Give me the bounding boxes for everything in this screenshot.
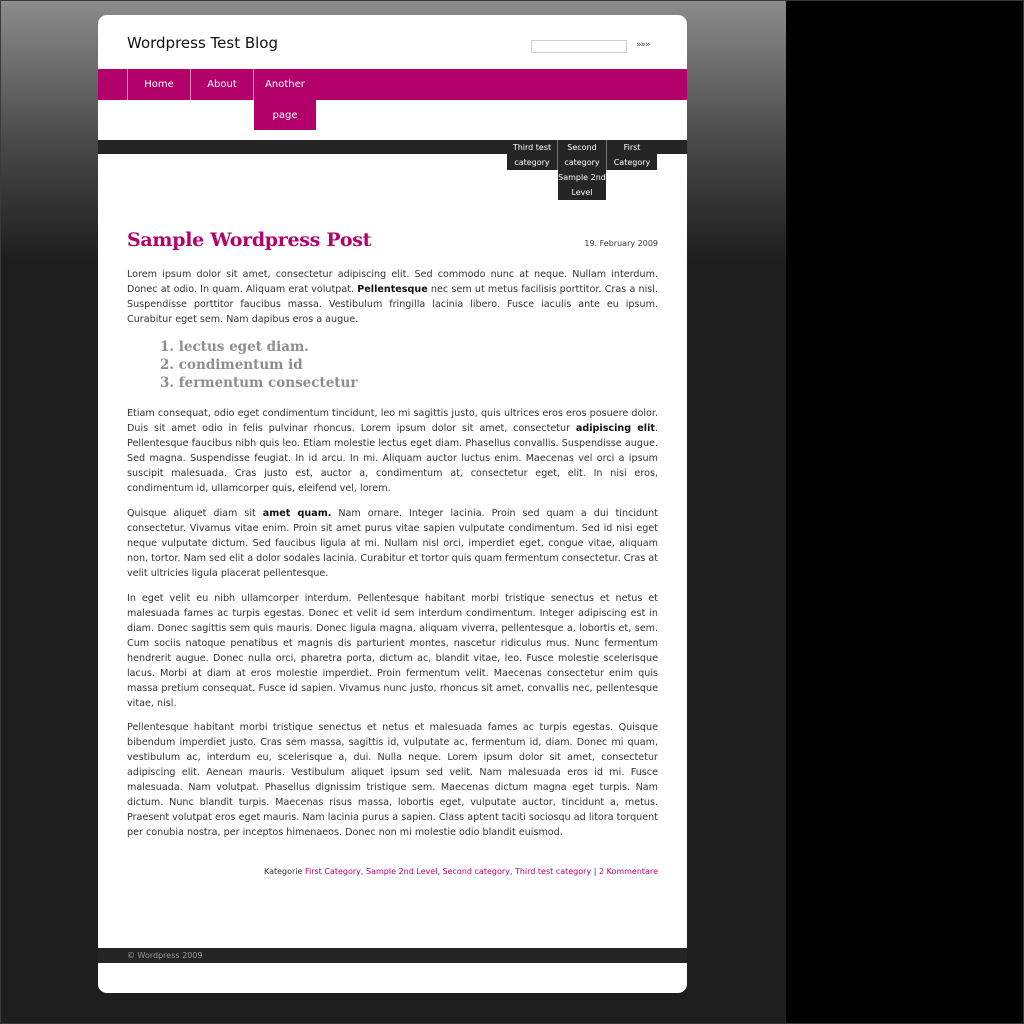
list-number: 2. (160, 357, 179, 373)
category-label: category (514, 158, 550, 167)
blog-title[interactable]: Wordpress Test Blog (127, 34, 279, 52)
text: Nam ornare. Integer lacinia. Proin sed quam a dui tincidunt consectetur. Vivamus vitae enim. Proin sit amet purus vitae sapien vulputate condimentum. Sed id nisi eget neque vulputate dictum. Sed faucibus ligula at mi. Nullam nisl orci, imperdiet eget, congue vitae, aliquam non, tortor. Nam sed elit a dolor sodales lacinia. Curabitur et tortor quis quam fermentum consectetur. Cras at velit ultricies ligula placerat pellentesque. (127, 508, 659, 579)
meta-separator: , (509, 867, 515, 876)
nav-item-about[interactable]: About (207, 79, 237, 90)
bold-text: Pellentesque (357, 284, 428, 295)
list-item (160, 374, 357, 392)
comments-link[interactable]: 2 Kommentare (598, 867, 658, 876)
footer-copyright: © Wordpress 2009 (127, 951, 203, 960)
category-label: Level (571, 188, 593, 197)
list-text: condimentum id (178, 357, 303, 373)
post-title[interactable]: Sample Wordpress Post (127, 229, 372, 251)
list-item (160, 338, 357, 356)
post-meta (264, 867, 658, 876)
category-label: Third test (512, 143, 552, 152)
text: Lorem ipsum dolor sit amet, consectetur adipiscing elit. Sed commodo nunc at neque. Nullam interdum. Donec at odio. In quam. Aliquam erat volutpat. (127, 269, 658, 295)
search-input[interactable] (531, 40, 627, 53)
category-item-third-test[interactable] (507, 140, 557, 170)
meta-category-link[interactable]: Second category (442, 867, 510, 876)
post-paragraph: Pellentesque habitant morbi tristique senectus et netus et malesuada fames ac turpis egestas. Quisque bibendum imperdiet justo. Cras sem massa, sagittis id, vulputate ac, fermentum id, diam. Donec mi quam, vestibulum ac, interdum eu, scelerisque a, dui. Nulla neque. Lorem ipsum dolor sit amet, consectetur adipiscing elit. Aenean mauris. Vestibulum aliquet ipsum sed velit. Nam malesuada eros id mi. Fusce malesuada. Nam volutpat. Phasellus dignissim tristique sem. Maecenas dictum magna eget turpis. Nam dictum. Nunc blandit turpis. Maecenas risus massa, lobortis eget, vulputate auctor, tincidunt a, metus. Praesent volutpat eros eget mauris. Nam lacinia purus a sapien. Class aptent taciti sociosqu ad litora torquent per conubia nostra, per inceptos himenaeos. Donec non mi molestie odio blandit euismod. (127, 722, 658, 838)
category-item-second[interactable] (558, 140, 606, 170)
meta-separator: , (437, 867, 443, 876)
text: Etiam consequat, odio eget condimentum tincidunt, leo mi sagittis justo, quis ultrices eros eros posuere dolor. Duis sit amet odio in felis pulvinar rhoncus. Lorem ipsum dolor sit amet, consectetur (127, 408, 658, 434)
post-paragraph (127, 267, 658, 327)
meta-label: Kategorie (263, 867, 305, 876)
list-number: 1. (160, 339, 179, 355)
text: Quisque aliquet diam sit (127, 508, 263, 519)
category-item-sample-2nd-level[interactable] (558, 170, 606, 200)
meta-category-link[interactable]: Sample 2nd Level (366, 867, 438, 876)
nav-item-home[interactable]: Home (144, 79, 174, 90)
list-text: lectus eget diam. (178, 339, 309, 355)
category-item-first[interactable] (607, 140, 657, 170)
post-paragraph (127, 406, 658, 496)
list-number: 3. (160, 375, 179, 391)
meta-category-link[interactable]: Third test category (514, 867, 592, 876)
blog-page (98, 15, 687, 993)
post-paragraph (127, 506, 658, 581)
meta-category-link[interactable]: First Category (304, 867, 361, 876)
nav-item-another-page[interactable] (254, 69, 316, 131)
list-text: fermentum consectetur (178, 375, 358, 391)
bold-text: adipiscing elit (575, 423, 655, 434)
category-label: category (564, 158, 600, 167)
meta-separator: | (591, 867, 599, 876)
bold-text: amet quam. (262, 508, 332, 519)
search-submit-button[interactable]: »»» (636, 40, 650, 50)
category-label: Category (613, 158, 651, 167)
list-item (160, 356, 357, 374)
text: nec sem ut metus facilisis porttitor. Cras a nisl. Suspendisse porttitor faucibus massa. Vestibulum fringilla lacinia libero. Fusce iaculis ante eu ipsum. Curabitur eget sem. Nam dapibus eros a augue. (127, 284, 658, 325)
post-paragraph: In eget velit eu nibh ullamcorper interdum. Pellentesque habitant morbi tristique senectus et netus et malesuada fames ac turpis egestas. Donec et velit id sem interdum condimentum. Integer adipiscing est in diam. Donec sagittis sem quis mauris. Donec ligula magna, aliquam viverra, pellentesque a, lobortis et, sem. Cum sociis natoque penatibus et magnis dis parturient montes, nascetur ridiculus mus. Nunc fermentum hendrerit augue. Donec nulla orci, pharetra porta, dictum ac, blandit vitae, leo. Fusce molestie scelerisque lacus. Morbi at diam at eros molestie imperdiet. Proin fermentum velit. Maecenas consectetur enim quis massa pretium consequat. Fusce id sapien. Vivamus nunc justo, rhoncus sit amet, convallis nec, pellentesque vitae, nisl. (127, 593, 658, 709)
category-label: Second (567, 143, 597, 152)
nav-item-label: Another (265, 79, 305, 90)
meta-separator: , (360, 867, 366, 876)
post-date: 19. February 2009 (584, 239, 658, 248)
text: . Pellentesque faucibus nibh quis leo. Etiam molestie lectus eget diam. Phasellus convallis. Suspendisse augue. Sed magna. Suspendisse feugiat. In id arcu. In mi. Aliquam auctor luctus enim. Maecenas vel orci a ipsum suscipit malesuada. Cras justo est, auctor a, condimentum at, consectetur eget, elit. In nisi eros, condimentum id, ullamcorper quis, eleifend vel, lorem. (127, 423, 659, 494)
category-label: First (623, 143, 641, 152)
nav-item-label: page (272, 110, 298, 121)
post-ordered-list (160, 338, 357, 392)
category-label: Sample 2nd (558, 173, 606, 182)
